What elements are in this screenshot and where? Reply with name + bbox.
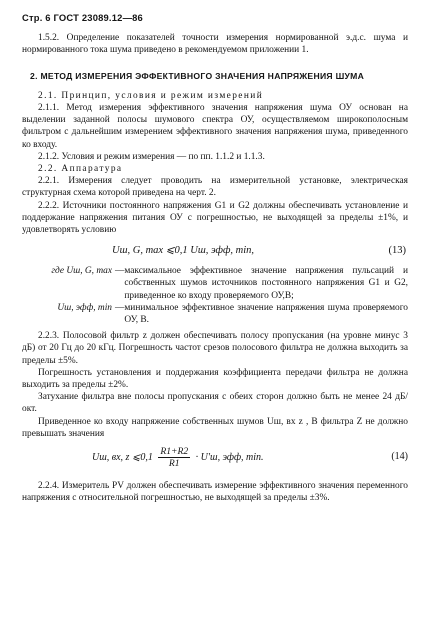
paragraph-1-5-2: 1.5.2. Определение показателей точности измерения нормированной э.д.с. шума и нормированного тока шума приведено в рекомендуемом приложении 1. <box>22 33 408 56</box>
formula-14-right: · U′ш, эфф, min. <box>195 451 264 463</box>
paragraph-2-2-1: 2.2.1. Измерения следует проводить на измерительной установке, электрическая структурная схема которой приведена на черт. 2. <box>22 176 408 199</box>
paragraph-2-2-2: 2.2.2. Источники постоянного напряжения G1 и G2 должны обеспечивать установление и поддержание напряжения питания ОУ с погрешностью, не выходящей за пределы ±1%, и удовлетворять условию <box>22 200 408 236</box>
subsection-2-1: 2.1. Принцип, условия и режим измерений <box>38 90 264 101</box>
definition-row <box>22 302 408 326</box>
definition-symbol: где Uш, G, max <box>51 266 112 277</box>
formula-14-fraction <box>158 446 190 469</box>
formula-14-number: (14) <box>391 450 408 462</box>
definition-row <box>22 265 408 302</box>
section-title: 2. МЕТОД ИЗМЕРЕНИЯ ЭФФЕКТИВНОГО ЗНАЧЕНИЯ НАПРЯЖЕНИЯ ШУМА <box>30 70 365 81</box>
paragraph-input-noise: Приведенное ко входу напряжение собственных шумов Uш, вх z , В фильтра Z не должно превышать значения <box>22 416 408 439</box>
definition-dash: — <box>115 302 125 313</box>
definition-text: максимальное эффективное значение напряжения пульсаций и собственных шумов источников постоянного напряжения G1 и G2, приведенное ко входу проверяемого ОУ,В; <box>124 266 408 301</box>
definitions-list <box>22 265 408 326</box>
formula-14 <box>22 444 408 470</box>
paragraph-gain-error: Погрешность установления и поддержания коэффициента передачи фильтра не должна выходить за пределы ±2%. <box>22 367 408 391</box>
definition-text: минимальное эффективное значение напряжения шума проверяемого ОУ, В. <box>124 302 408 326</box>
paragraph-2-1-2: 2.1.2. Условия и режим измерения — по пп. 1.1.2 и 1.1.3. <box>38 151 265 162</box>
formula-13-expression: Uш, G, max ⩽0,1 Uш, эфф, min, <box>112 245 255 257</box>
definition-dash: — <box>115 266 125 277</box>
subsection-2-2: 2.2. Аппаратура <box>38 164 123 175</box>
fraction-denominator: R1 <box>168 457 180 469</box>
paragraph-2-2-3: 2.2.3. Полосовой фильтр z должен обеспечивать полосу пропускания (на уровне минус 3 дБ) от 20 Гц до 20 кГц. Погрешность частот срезов полосового фильтра не должна выходить за пределы ±5%. <box>22 331 408 366</box>
paragraph-2-1-1: 2.1.1. Метод измерения эффективного значения напряжения шума ОУ основан на выделении заданной полосы шумового спектра ОУ, осуществляемом широкополосным фильтром с дальнейшим измерением эффективного значения напряжения шума, приведенного ко входу. <box>22 103 408 150</box>
definition-symbol: Uш, эфф, min <box>57 302 112 313</box>
formula-14-left: Uш, вх, z ⩽0,1 <box>92 451 153 463</box>
formula-14-expression <box>92 446 264 469</box>
page-header: Стр. 6 ГОСТ 23089.12—86 <box>22 12 143 23</box>
formula-13-number: (13) <box>388 245 406 257</box>
paragraph-2-2-4: 2.2.4. Измеритель PV должен обеспечивать измерение эффективного значения переменного напряжения с относительной погрешностью, не выходящей за пределы ±3%. <box>22 481 408 504</box>
paragraph-attenuation: Затухание фильтра вне полосы пропускания с обеих сторон должно быть не менее 24 дБ/окт. <box>22 392 408 415</box>
formula-13 <box>22 243 408 259</box>
fraction-numerator: R1+R2 <box>160 445 189 457</box>
